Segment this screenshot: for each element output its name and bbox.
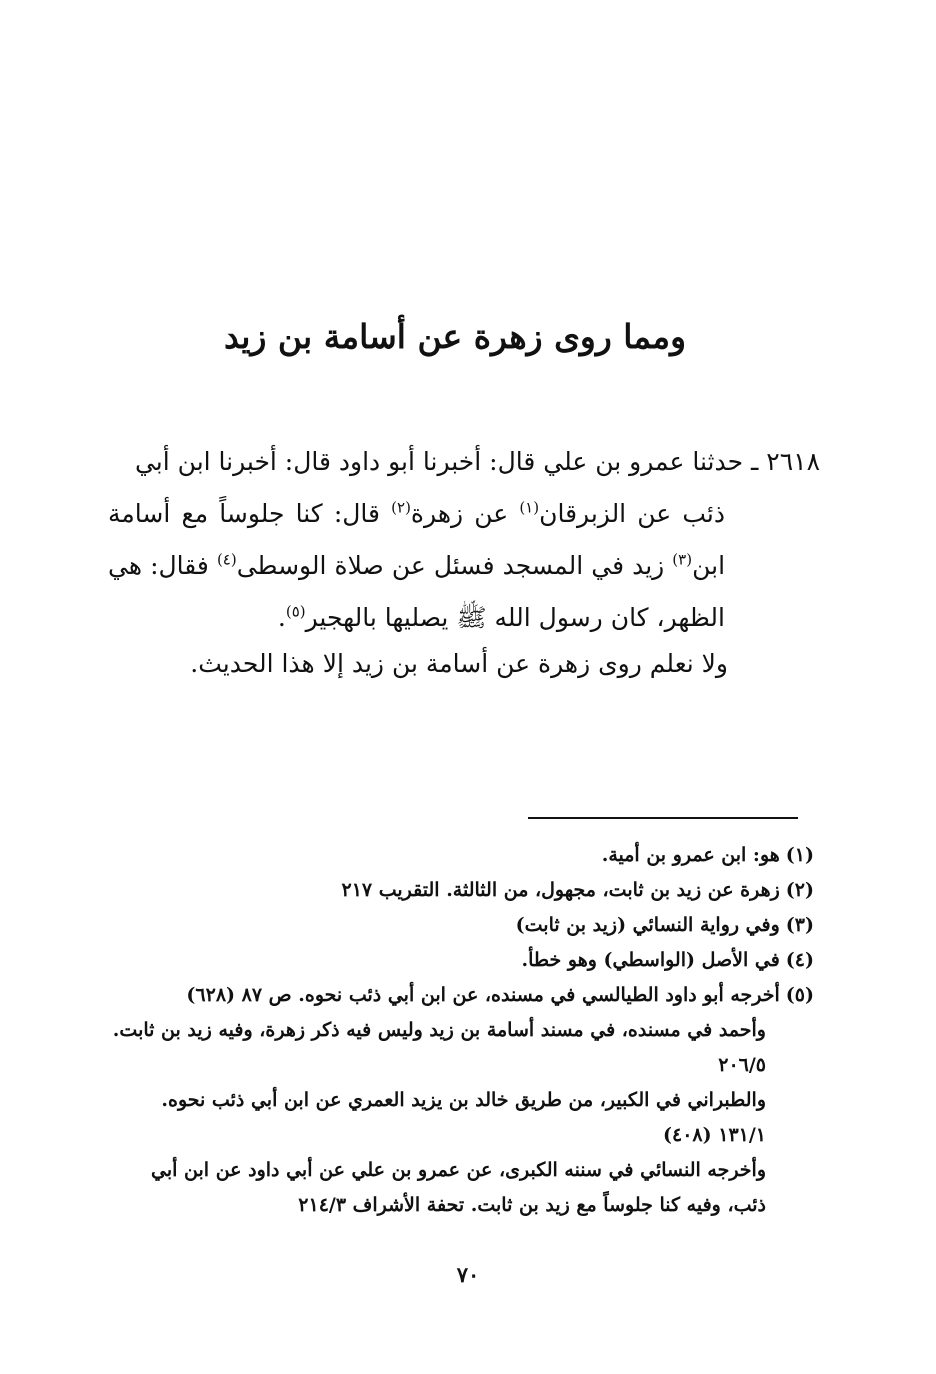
hadith-segment: . (277, 603, 286, 632)
footnote-text: هو: ابن عمرو بن أمية. (601, 844, 780, 866)
hadith-number: ٢٦١٨ (766, 447, 820, 476)
footnote-reference[interactable]: (١) (519, 498, 540, 517)
hadith-paragraph (108, 436, 820, 644)
footnote (108, 943, 814, 978)
footnote-reference[interactable]: (٤) (216, 550, 237, 569)
hadith-line-1: ـ حدثنا عمرو بن علي قال: أخبرنا أبو داود قال: أخبرنا ابن أبي (134, 447, 759, 476)
footnote-text: زهرة عن زيد بن ثابت، مجهول، من الثالثة. التقريب ٢١٧ (341, 879, 780, 901)
footnote-continuation: ٢٠٦/٥ (718, 1054, 766, 1076)
footnote-text: في الأصل (الواسطي) وهو خطأ. (521, 949, 780, 971)
footnote-number: (٤) (785, 949, 814, 971)
footnote-reference[interactable]: (٥) (285, 602, 306, 621)
footnote-continuation: وأحمد في مسنده، في مسند أسامة بن زيد وليس فيه ذكر زهرة، وفيه زيد بن ثابت. (112, 1019, 766, 1041)
hadith-first-line (108, 436, 820, 488)
hadith-segment: عن زهرة (410, 499, 520, 528)
hadith-segment: زيد في المسجد فسئل عن صلاة الوسطى (236, 551, 673, 580)
footnote (108, 978, 814, 1013)
footnote (108, 873, 814, 908)
footnote-number: (٥) (785, 984, 814, 1006)
footnote-text: وفي رواية النسائي (زيد بن ثابت) (515, 914, 780, 936)
hadith-body (108, 488, 820, 644)
footnote (108, 838, 814, 873)
footnote-number: (٢) (785, 879, 814, 901)
footnote-continuation: ١٣١/١ (٤٠٨) (663, 1124, 766, 1146)
hadith-segment: ذئب عن الزبرقان (539, 499, 725, 528)
footnote (108, 908, 814, 943)
hadith-segment: قال: كنا جلوساً مع أسامة ابن (108, 499, 726, 580)
page-number: ٧٠ (456, 1262, 480, 1287)
footnotes (108, 838, 814, 1223)
footnote-number: (١) (785, 844, 814, 866)
section-heading: ومما روى زهرة عن أسامة بن زيد (223, 317, 687, 356)
footnote-continuation: ذئب، وفيه كنا جلوساً مع زيد بن ثابت. تحفة الأشراف ٢١٤/٣ (298, 1194, 766, 1216)
footnote-reference[interactable]: (٣) (672, 550, 693, 569)
hadith-segment: فقال: هي الظهر، كان رسول الله ﷺ يصليها بالهجير (108, 551, 725, 632)
footnote-reference[interactable]: (٢) (391, 498, 411, 517)
closing-statement: ولا نعلم روى زهرة عن أسامة بن زيد إلا هذا الحديث. (190, 649, 728, 678)
footnote-number: (٣) (785, 914, 814, 936)
footnote-continuation: وأخرجه النسائي في سننه الكبرى، عن عمرو بن علي عن أبي داود عن ابن أبي (151, 1159, 766, 1181)
footnote-continuation: والطبراني في الكبير، من طريق خالد بن يزيد العمري عن ابن أبي ذئب نحوه. (161, 1089, 766, 1111)
footnote-separator (528, 817, 798, 819)
footnote-text: أخرجه أبو داود الطيالسي في مسنده، عن ابن أبي ذئب نحوه. ص ٨٧ (٦٢٨) (186, 984, 780, 1006)
